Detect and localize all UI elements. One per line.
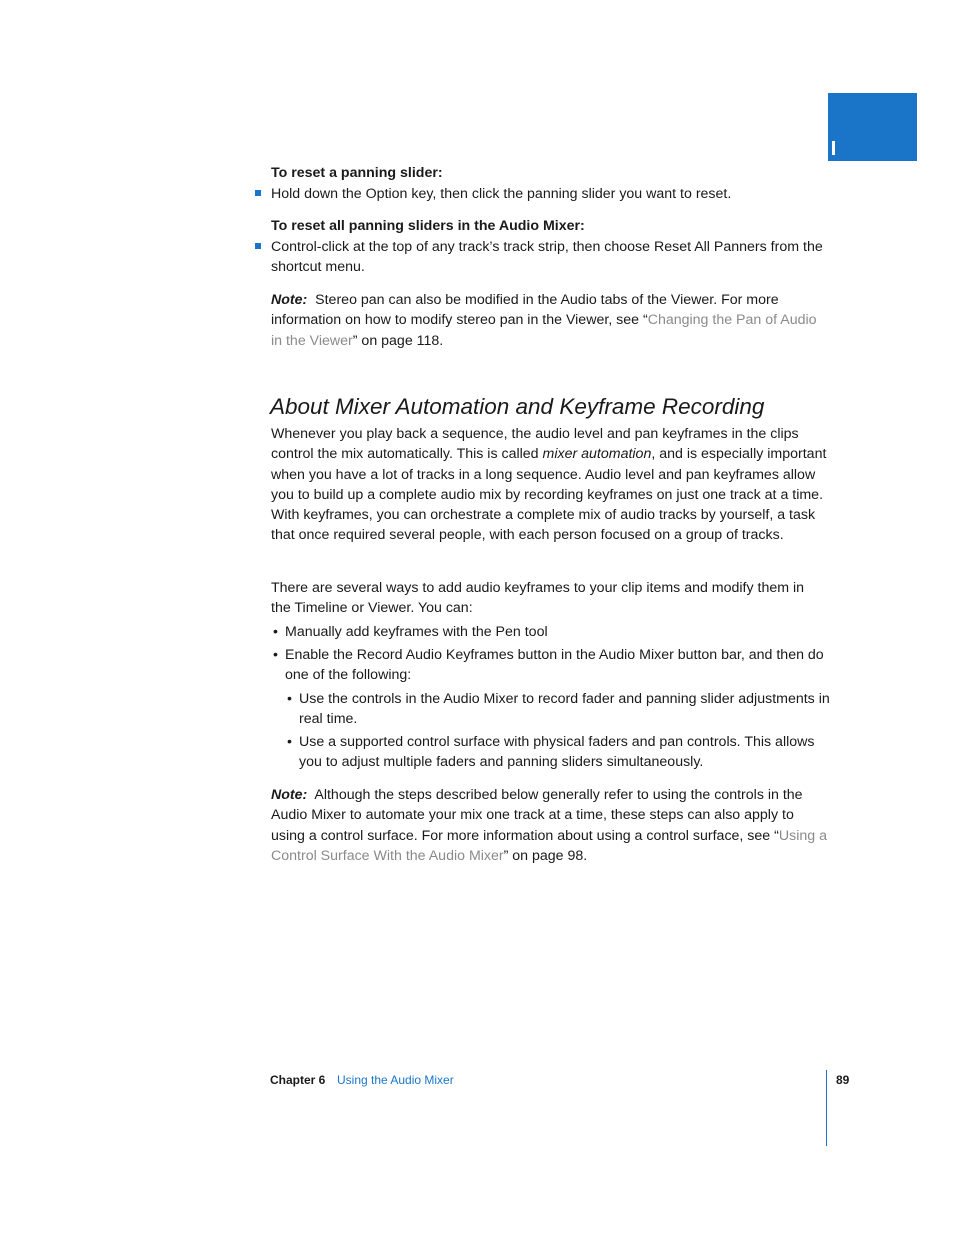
paragraph-mixer-automation — [271, 424, 827, 546]
section-title: About Mixer Automation and Keyframe Recording — [270, 394, 765, 419]
sub-item-text: Use the controls in the Audio Mixer to record fader and panning slider adjustments in real time. — [299, 691, 830, 728]
paragraph-ways: There are several ways to add audio keyframes to your clip items and modify them in the Timeline or Viewer. You can: — [271, 580, 805, 617]
paragraph-text: Whenever you play back a sequence, the audio level and pan keyframes in the clips control the mix automatically. This is called — [271, 426, 799, 463]
bullet-dot-icon: • — [273, 647, 278, 663]
list-item-record-keyframes — [273, 645, 830, 686]
sub-item-control-surface — [287, 732, 830, 773]
list-item-text: Manually add keyframes with the Pen tool — [285, 624, 548, 640]
paragraph-text-end: , and is especially important when you have a lot of tracks in a long sequence. Audio level and pan keyframes allow you to build up a complete audio mix by recording keyframes on just one track at a time. With keyframes, you can orchestrate a complete mix of audio tracks by yourself, a task that once required several people, with each person focused on a group of tracks. — [271, 446, 827, 544]
task-heading-reset-all: To reset all panning sliders in the Audio Mixer: — [271, 218, 585, 234]
footer-chapter-title[interactable]: Using the Audio Mixer — [337, 1073, 454, 1087]
step-reset-slider — [271, 184, 827, 204]
note-control-surface — [271, 785, 827, 866]
sub-item-text: Use a supported control surface with physical faders and pan controls. This allows you to adjust multiple faders and panning sliders simultaneously. — [299, 734, 815, 771]
note-text-end: ” on page 118. — [352, 332, 444, 349]
chapter-tab-mark — [832, 141, 835, 155]
term-mixer-automation: mixer automation — [542, 446, 652, 463]
note-text: Stereo pan can also be modified in the Audio tabs of the Viewer. For more information on how to modify stereo pan in the Viewer, see “ — [271, 292, 779, 329]
cross-reference-link[interactable]: Using a Control Surface With the Audio Mixer — [271, 827, 827, 864]
step-text: Hold down the Option key, then click the panning slider you want to reset. — [271, 186, 732, 202]
step-reset-all — [271, 237, 827, 278]
note-text: Although the steps described below generally refer to using the controls in the Audio Mixer to automate your mix one track at a time, these steps can also apply to using a control surface. For more information about using a control surface, see “ — [271, 787, 803, 844]
note-label: Note: — [271, 787, 308, 803]
bullet-dot-icon: • — [287, 734, 292, 750]
list-item-text: Enable the Record Audio Keyframes button in the Audio Mixer button bar, and then do one of the following: — [285, 647, 824, 684]
note-pan-viewer — [271, 290, 827, 351]
footer-chapter-label: Chapter 6 — [270, 1073, 326, 1087]
page-number: 89 — [836, 1073, 850, 1087]
list-item-pen-tool — [273, 622, 830, 642]
step-text: Control-click at the top of any track’s track strip, then choose Reset All Panners from the shortcut menu. — [271, 239, 823, 276]
note-text-end: ” on page 98. — [503, 847, 588, 864]
footer-divider — [826, 1070, 827, 1146]
cross-reference-link[interactable]: Changing the Pan of Audio in the Viewer — [271, 312, 817, 349]
task-heading-reset-slider: To reset a panning slider: — [271, 165, 443, 181]
sub-item-audio-mixer-controls — [287, 689, 830, 730]
square-bullet-icon — [255, 190, 261, 196]
square-bullet-icon — [255, 243, 261, 249]
bullet-dot-icon: • — [273, 624, 278, 640]
chapter-tab — [828, 93, 917, 161]
note-label: Note: — [271, 292, 308, 308]
bullet-dot-icon: • — [287, 691, 292, 707]
